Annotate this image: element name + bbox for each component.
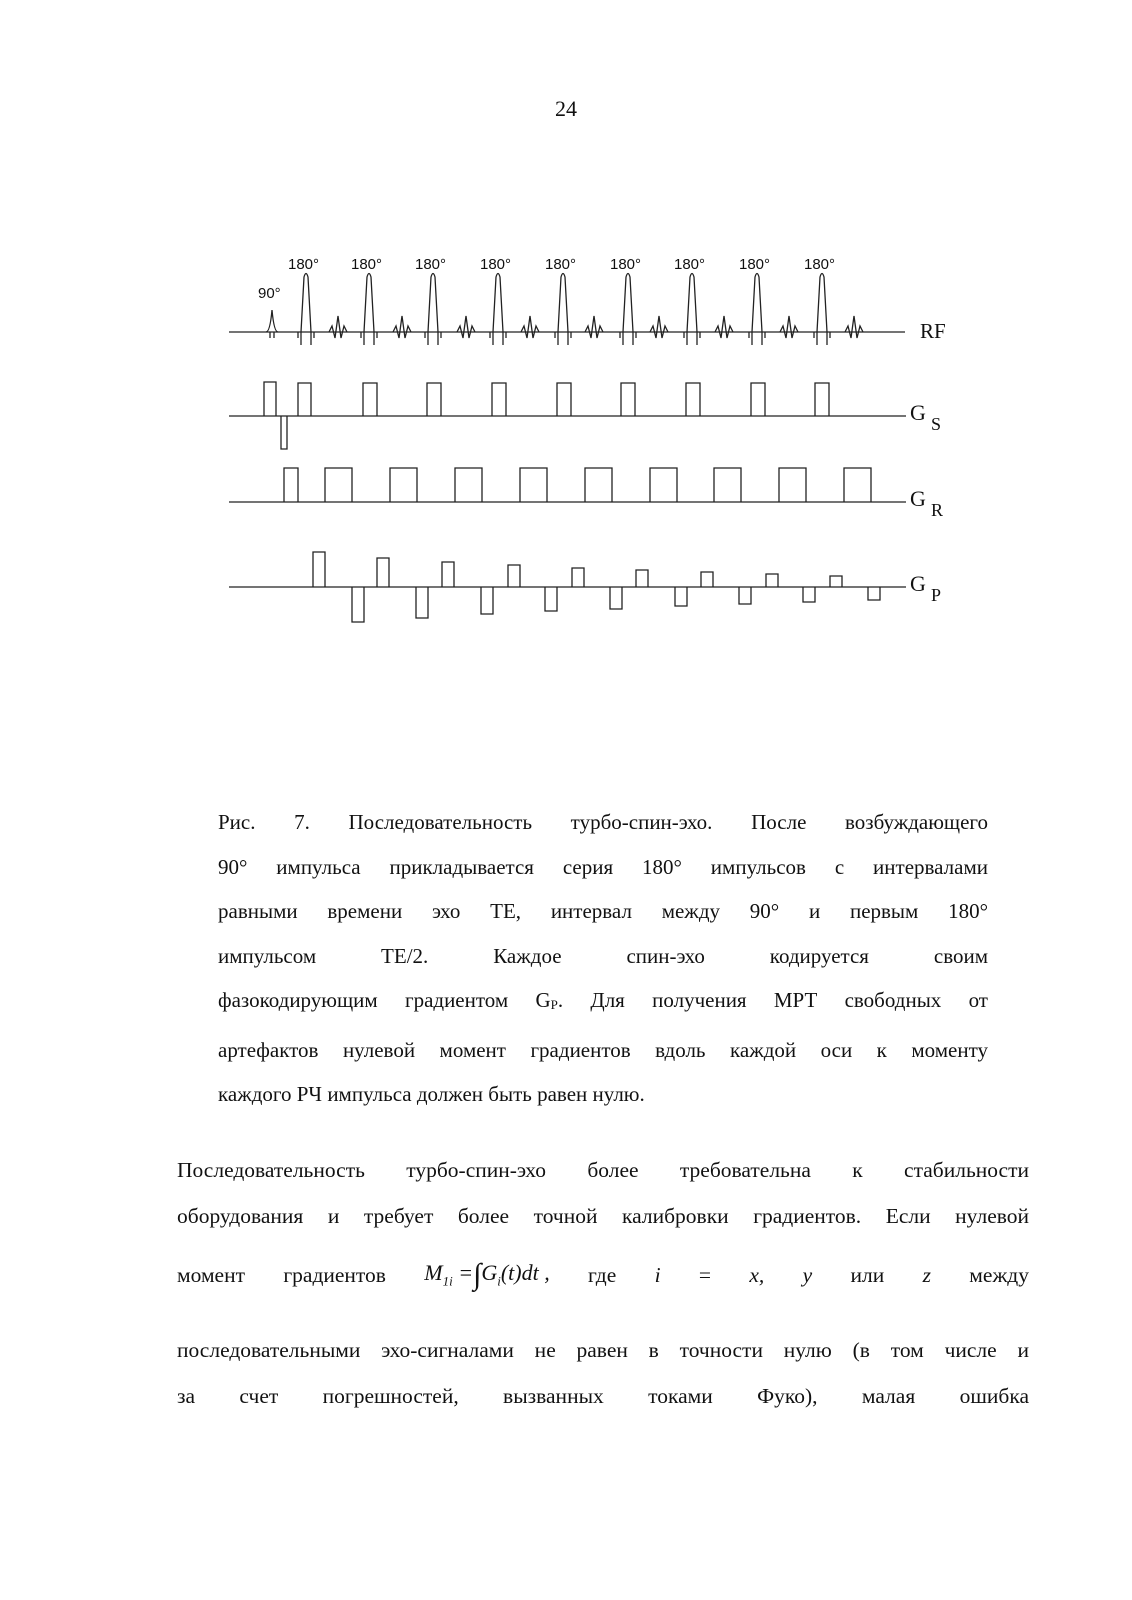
gs-lobe [621, 383, 635, 416]
rf-180-sidelobes [490, 332, 506, 345]
gr-label-sub: R [931, 500, 944, 520]
caption-line: 90° импульса прикладывается серия 180° импульсов с интервалами [218, 854, 988, 879]
rf-180-pulse [301, 274, 311, 333]
rf-180-pulse [428, 274, 438, 333]
rf-180-pulse [687, 274, 697, 333]
gp-rewind-lobe [610, 587, 622, 609]
rf-180-pulse [558, 274, 568, 333]
spin-echo-signal [650, 316, 668, 338]
rf-180-sidelobes [620, 332, 636, 345]
body-line-formula [177, 1258, 1029, 1292]
gs-lobe [298, 383, 311, 416]
gp-encode-lobe [830, 576, 842, 587]
spin-echo-signal [393, 316, 411, 338]
rf-180-pulse [752, 274, 762, 333]
spin-echo-signal [715, 316, 733, 338]
rf-180-pulse [817, 274, 827, 333]
rf-180-sidelobes [684, 332, 700, 345]
gs-lobe [686, 383, 700, 416]
word: где [588, 1262, 617, 1287]
caption-line: артефактов нулевой момент градиентов вдоль каждой оси к моменту [218, 1037, 988, 1062]
gp-label-sub: P [931, 585, 942, 605]
var-i: i [654, 1262, 661, 1287]
gp-encode-lobe [701, 572, 713, 587]
gr-lobe [390, 468, 417, 502]
var-z: z [922, 1262, 931, 1287]
caption-line-5-end: . Для получения МРТ свободных от [557, 988, 988, 1012]
rf-180-pulse [623, 274, 633, 333]
word: или [850, 1262, 885, 1287]
word: между [969, 1262, 1029, 1287]
rf-label: RF [920, 319, 946, 343]
word: момент [177, 1262, 245, 1287]
spin-echo-signal [585, 316, 603, 338]
gp-rewind-lobe [481, 587, 493, 614]
gp-encode-lobe [572, 568, 584, 587]
page-number: 24 [555, 96, 577, 121]
spin-echo-signal [329, 316, 347, 338]
gp-encode-lobe [636, 570, 648, 587]
rf-180-pulse [493, 274, 503, 333]
gr-lobe [714, 468, 741, 502]
rf-180-sidelobes [361, 332, 377, 345]
figure-caption [218, 800, 988, 1117]
rf-180-label: 180° [804, 256, 836, 273]
gr-lobe [325, 468, 352, 502]
rf-180-sidelobes [555, 332, 571, 345]
body-line: оборудования и требует более точной калибровки градиентов. Если нулевой [177, 1204, 1029, 1228]
gr-lobe [585, 468, 612, 502]
gp-rewind-lobe [868, 587, 880, 600]
gp-rewind-lobe [803, 587, 815, 602]
body-line: за счет погрешностей, вызванных токами Фуко), малая ошибка [177, 1384, 1029, 1408]
gs-lobe [557, 383, 571, 416]
spin-echo-signal [521, 316, 539, 338]
rf-180-label: 180° [351, 256, 383, 273]
gr-lobe [455, 468, 482, 502]
rf-180-label: 180° [610, 256, 642, 273]
caption-line-5-start: фазокодирующим градиентом G [218, 988, 551, 1012]
gr-lobe [844, 468, 871, 502]
gs-label-sub: S [931, 414, 942, 434]
gp-label: G [910, 571, 926, 596]
var-y: y [802, 1262, 813, 1287]
pulse-sequence-diagram [0, 0, 1132, 700]
gp-encode-lobe [313, 552, 325, 587]
rf-180-label: 180° [545, 256, 577, 273]
rf-90-lobes [270, 332, 274, 338]
gp-encode-lobe [508, 565, 520, 587]
gs-label: G [910, 400, 926, 425]
rf-180-label: 180° [288, 256, 320, 273]
rf-180-pulse [364, 274, 374, 333]
rf-180-label: 180° [739, 256, 771, 273]
var-x: x, [749, 1262, 765, 1287]
rf-180-sidelobes [425, 332, 441, 345]
gp-encode-lobe [377, 558, 389, 587]
gs-excitation-lobe [264, 382, 276, 416]
body-line: последовательными эхо-сигналами не равен в точности нулю (в том числе и [177, 1338, 1029, 1362]
body-line: Последовательность турбо-спин-эхо более требовательна к стабильности [177, 1158, 1029, 1182]
rf-180-label: 180° [674, 256, 706, 273]
gp-encode-lobe [442, 562, 454, 587]
gs-lobe [427, 383, 441, 416]
caption-line: импульсом TE/2. Каждое спин-эхо кодируется своим [218, 943, 988, 968]
caption-line: Рис. 7. Последовательность турбо-спин-эхо. После возбуждающего [218, 810, 988, 834]
gp-rewind-lobe [739, 587, 751, 604]
rf-90-label: 90° [258, 285, 281, 302]
spin-echo-signal [845, 316, 863, 338]
gr-label: G [910, 486, 926, 511]
rf-180-label: 180° [415, 256, 447, 273]
gs-lobe [492, 383, 506, 416]
gs-lobe [363, 383, 377, 416]
rf-180-label: 180° [480, 256, 512, 273]
zero-moment-formula: $M_{1i} =\int G_i(t)dt$ , [424, 1258, 550, 1291]
gr-lobe [284, 468, 298, 502]
gp-rewind-lobe [352, 587, 364, 622]
caption-line: каждого РЧ импульса должен быть равен нулю. [218, 1082, 645, 1106]
rf-180-sidelobes [298, 332, 314, 345]
rf-90-pulse [266, 310, 278, 332]
gp-rewind-lobe [416, 587, 428, 618]
gp-rewind-lobe [545, 587, 557, 611]
spin-echo-signal [780, 316, 798, 338]
gs-lobe [751, 383, 765, 416]
word: = [698, 1262, 712, 1287]
caption-line: равными времени эхо TE, интервал между 90° и первым 180° [218, 899, 988, 923]
gr-lobe [520, 468, 547, 502]
caption-line [218, 978, 988, 1028]
gs-refocus-lobe [281, 416, 287, 449]
gp-subscript: P [550, 997, 558, 1012]
rf-180-sidelobes [814, 332, 830, 345]
rf-180-sidelobes [749, 332, 765, 345]
gs-lobe [815, 383, 829, 416]
gp-rewind-lobe [675, 587, 687, 606]
gr-lobe [779, 468, 806, 502]
gr-lobe [650, 468, 677, 502]
spin-echo-signal [457, 316, 475, 338]
word: градиентов [283, 1262, 386, 1287]
gp-encode-lobe [766, 574, 778, 587]
